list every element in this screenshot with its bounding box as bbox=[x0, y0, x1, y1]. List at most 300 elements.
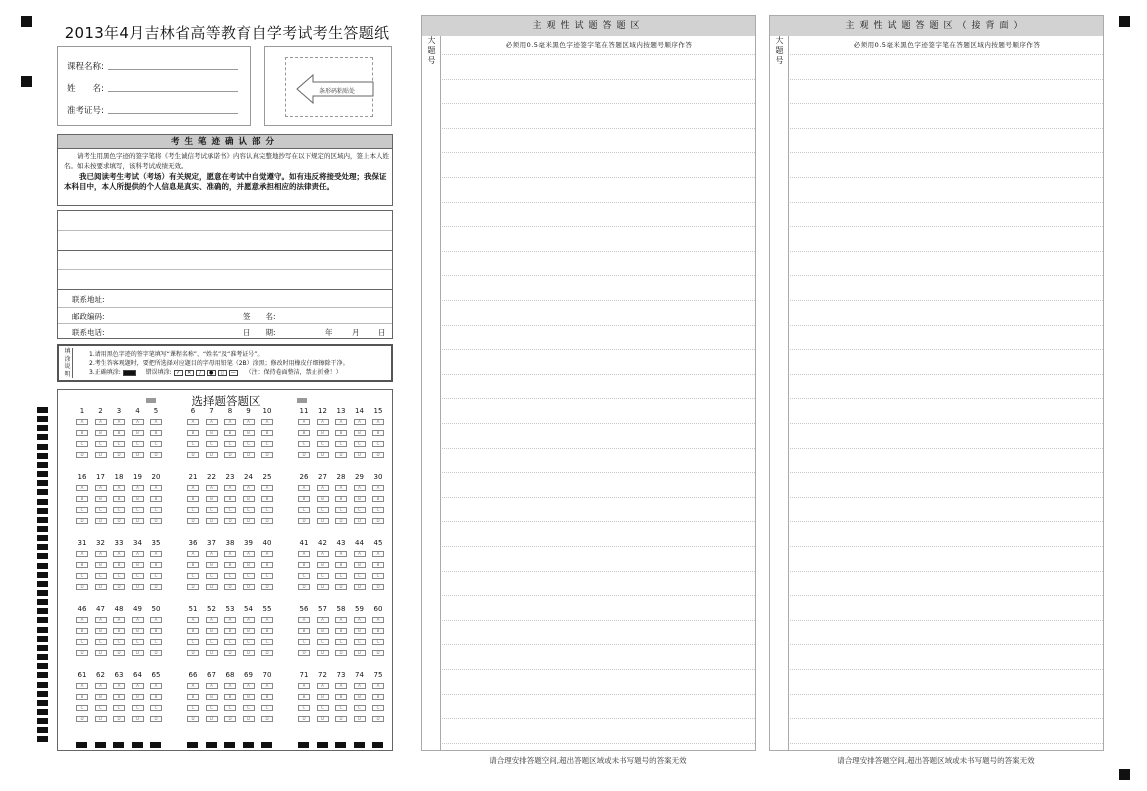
answer-bubble[interactable]: A bbox=[224, 551, 236, 557]
answer-bubble[interactable]: C bbox=[317, 441, 329, 447]
answer-bubble[interactable]: D bbox=[224, 452, 236, 458]
answer-bubble[interactable]: B bbox=[243, 430, 255, 436]
answer-bubble[interactable]: B bbox=[335, 694, 347, 700]
answer-bubble[interactable]: D bbox=[243, 452, 255, 458]
answer-bubble[interactable]: D bbox=[95, 452, 107, 458]
answer-bubble[interactable]: B bbox=[206, 628, 218, 634]
answer-bubble[interactable]: B bbox=[132, 562, 144, 568]
answer-bubble[interactable]: C bbox=[76, 705, 88, 711]
answer-bubble[interactable]: A bbox=[317, 683, 329, 689]
answer-bubble[interactable]: C bbox=[224, 441, 236, 447]
answer-bubble[interactable]: C bbox=[372, 441, 384, 447]
answer-bubble[interactable]: B bbox=[76, 562, 88, 568]
answer-bubble[interactable]: D bbox=[335, 584, 347, 590]
answer-bubble[interactable]: C bbox=[243, 507, 255, 513]
answer-bubble[interactable]: A bbox=[95, 617, 107, 623]
answer-bubble[interactable]: D bbox=[132, 452, 144, 458]
answer-bubble[interactable]: B bbox=[354, 628, 366, 634]
answer-bubble[interactable]: B bbox=[354, 562, 366, 568]
answer-bubble[interactable]: B bbox=[76, 694, 88, 700]
answer-bubble[interactable]: A bbox=[113, 419, 125, 425]
answer-bubble[interactable]: A bbox=[113, 683, 125, 689]
answer-bubble[interactable]: A bbox=[298, 485, 310, 491]
answer-bubble[interactable]: D bbox=[187, 518, 199, 524]
answer-bubble[interactable]: A bbox=[335, 683, 347, 689]
answer-bubble[interactable]: A bbox=[354, 683, 366, 689]
answer-bubble[interactable]: D bbox=[206, 716, 218, 722]
answer-bubble[interactable]: A bbox=[76, 551, 88, 557]
answer-bubble[interactable]: C bbox=[150, 441, 162, 447]
answer-bubble[interactable]: B bbox=[150, 694, 162, 700]
answer-bubble[interactable]: B bbox=[335, 496, 347, 502]
answer-bubble[interactable]: A bbox=[243, 551, 255, 557]
answer-bubble[interactable]: D bbox=[298, 716, 310, 722]
answer-bubble[interactable]: B bbox=[76, 496, 88, 502]
answer-bubble[interactable]: D bbox=[132, 650, 144, 656]
subjective-answer-panel-continued[interactable] bbox=[769, 15, 1104, 751]
answer-bubble[interactable]: C bbox=[372, 507, 384, 513]
answer-bubble[interactable]: D bbox=[76, 716, 88, 722]
answer-bubble[interactable]: D bbox=[76, 650, 88, 656]
answer-bubble[interactable]: D bbox=[187, 584, 199, 590]
answer-bubble[interactable]: A bbox=[372, 419, 384, 425]
answer-bubble[interactable]: D bbox=[76, 518, 88, 524]
answer-bubble[interactable]: A bbox=[298, 617, 310, 623]
answer-bubble[interactable]: D bbox=[261, 452, 273, 458]
answer-bubble[interactable]: C bbox=[206, 573, 218, 579]
answer-bubble[interactable]: A bbox=[95, 419, 107, 425]
answer-bubble[interactable]: A bbox=[95, 683, 107, 689]
answer-bubble[interactable]: D bbox=[372, 650, 384, 656]
answer-bubble[interactable]: D bbox=[317, 716, 329, 722]
answer-bubble[interactable]: D bbox=[150, 452, 162, 458]
answer-bubble[interactable]: B bbox=[132, 430, 144, 436]
answer-bubble[interactable]: A bbox=[224, 485, 236, 491]
answer-bubble[interactable]: B bbox=[132, 694, 144, 700]
answer-bubble[interactable]: A bbox=[243, 485, 255, 491]
answer-bubble[interactable]: C bbox=[95, 507, 107, 513]
answer-bubble[interactable]: A bbox=[113, 617, 125, 623]
answer-bubble[interactable]: D bbox=[261, 716, 273, 722]
answer-bubble[interactable]: B bbox=[76, 628, 88, 634]
answer-bubble[interactable]: A bbox=[76, 617, 88, 623]
answer-bubble[interactable]: A bbox=[354, 419, 366, 425]
answer-bubble[interactable]: B bbox=[113, 496, 125, 502]
answer-bubble[interactable]: A bbox=[372, 551, 384, 557]
answer-bubble[interactable]: D bbox=[76, 452, 88, 458]
answer-bubble[interactable]: C bbox=[243, 705, 255, 711]
answer-bubble[interactable]: D bbox=[354, 716, 366, 722]
answer-bubble[interactable]: B bbox=[372, 694, 384, 700]
answer-bubble[interactable]: A bbox=[298, 551, 310, 557]
answer-bubble[interactable]: A bbox=[372, 485, 384, 491]
answer-bubble[interactable]: B bbox=[243, 694, 255, 700]
answer-bubble[interactable]: D bbox=[335, 650, 347, 656]
answer-bubble[interactable]: D bbox=[317, 650, 329, 656]
answer-bubble[interactable]: B bbox=[76, 430, 88, 436]
answer-bubble[interactable]: C bbox=[113, 573, 125, 579]
answer-bubble[interactable]: C bbox=[132, 639, 144, 645]
answer-bubble[interactable]: B bbox=[298, 694, 310, 700]
answer-bubble[interactable]: A bbox=[354, 551, 366, 557]
answer-bubble[interactable]: C bbox=[206, 507, 218, 513]
answer-bubble[interactable]: D bbox=[224, 518, 236, 524]
answer-bubble[interactable]: A bbox=[335, 617, 347, 623]
answer-bubble[interactable]: B bbox=[187, 694, 199, 700]
answer-bubble[interactable]: D bbox=[317, 518, 329, 524]
answer-bubble[interactable]: B bbox=[261, 430, 273, 436]
answer-bubble[interactable]: C bbox=[224, 507, 236, 513]
answer-bubble[interactable]: A bbox=[261, 683, 273, 689]
answer-bubble[interactable]: D bbox=[372, 518, 384, 524]
answer-bubble[interactable]: B bbox=[243, 562, 255, 568]
answer-bubble[interactable]: B bbox=[243, 496, 255, 502]
answer-bubble[interactable]: D bbox=[298, 518, 310, 524]
answer-bubble[interactable]: C bbox=[132, 441, 144, 447]
answer-bubble[interactable]: D bbox=[187, 452, 199, 458]
answer-bubble[interactable]: C bbox=[372, 639, 384, 645]
answer-bubble[interactable]: D bbox=[206, 452, 218, 458]
answer-bubble[interactable]: A bbox=[261, 485, 273, 491]
answer-bubble[interactable]: A bbox=[243, 683, 255, 689]
answer-bubble[interactable]: B bbox=[354, 496, 366, 502]
answer-bubble[interactable]: D bbox=[150, 716, 162, 722]
name-field[interactable] bbox=[108, 91, 238, 92]
answer-bubble[interactable]: C bbox=[113, 507, 125, 513]
answer-bubble[interactable]: D bbox=[187, 650, 199, 656]
answer-bubble[interactable]: D bbox=[298, 452, 310, 458]
answer-bubble[interactable]: A bbox=[261, 617, 273, 623]
answer-bubble[interactable]: B bbox=[95, 562, 107, 568]
answer-bubble[interactable]: C bbox=[335, 507, 347, 513]
answer-bubble[interactable]: A bbox=[354, 485, 366, 491]
answer-bubble[interactable]: B bbox=[317, 562, 329, 568]
answer-bubble[interactable]: C bbox=[224, 573, 236, 579]
answer-bubble[interactable]: A bbox=[206, 419, 218, 425]
answer-bubble[interactable]: C bbox=[317, 573, 329, 579]
answer-bubble[interactable]: C bbox=[354, 573, 366, 579]
answer-bubble[interactable]: A bbox=[132, 683, 144, 689]
answer-bubble[interactable]: D bbox=[298, 650, 310, 656]
answer-bubble[interactable]: A bbox=[372, 683, 384, 689]
answer-bubble[interactable]: C bbox=[317, 507, 329, 513]
answer-bubble[interactable]: A bbox=[95, 551, 107, 557]
answer-bubble[interactable]: A bbox=[206, 617, 218, 623]
answer-bubble[interactable]: D bbox=[224, 584, 236, 590]
answer-bubble[interactable]: D bbox=[113, 584, 125, 590]
answer-bubble[interactable]: C bbox=[206, 441, 218, 447]
answer-bubble[interactable]: C bbox=[298, 441, 310, 447]
answer-bubble[interactable]: A bbox=[224, 617, 236, 623]
answer-bubble[interactable]: C bbox=[150, 705, 162, 711]
answer-bubble[interactable]: D bbox=[150, 584, 162, 590]
answer-bubble[interactable]: A bbox=[132, 551, 144, 557]
answer-bubble[interactable]: A bbox=[372, 617, 384, 623]
answer-bubble[interactable]: D bbox=[372, 584, 384, 590]
answer-bubble[interactable]: A bbox=[317, 485, 329, 491]
answer-bubble[interactable]: B bbox=[261, 496, 273, 502]
answer-bubble[interactable]: C bbox=[187, 705, 199, 711]
answer-bubble[interactable]: C bbox=[261, 639, 273, 645]
answer-bubble[interactable]: A bbox=[206, 551, 218, 557]
answer-bubble[interactable]: D bbox=[224, 716, 236, 722]
answer-bubble[interactable]: A bbox=[298, 419, 310, 425]
answer-bubble[interactable]: B bbox=[95, 694, 107, 700]
answer-bubble[interactable]: A bbox=[150, 485, 162, 491]
answer-bubble[interactable]: C bbox=[354, 507, 366, 513]
answer-bubble[interactable]: D bbox=[132, 716, 144, 722]
answer-bubble[interactable]: C bbox=[354, 441, 366, 447]
answer-bubble[interactable]: D bbox=[372, 452, 384, 458]
answer-bubble[interactable]: B bbox=[298, 562, 310, 568]
answer-bubble[interactable]: B bbox=[224, 628, 236, 634]
answer-bubble[interactable]: D bbox=[298, 584, 310, 590]
answer-bubble[interactable]: C bbox=[243, 639, 255, 645]
answer-bubble[interactable]: C bbox=[335, 639, 347, 645]
answer-bubble[interactable]: B bbox=[261, 562, 273, 568]
answer-bubble[interactable]: B bbox=[150, 496, 162, 502]
answer-bubble[interactable]: D bbox=[224, 650, 236, 656]
answer-bubble[interactable]: D bbox=[335, 716, 347, 722]
answer-bubble[interactable]: C bbox=[187, 639, 199, 645]
answer-bubble[interactable]: C bbox=[261, 705, 273, 711]
answer-bubble[interactable]: A bbox=[187, 485, 199, 491]
answer-bubble[interactable]: C bbox=[113, 441, 125, 447]
answer-bubble[interactable]: B bbox=[150, 430, 162, 436]
answer-bubble[interactable]: C bbox=[372, 705, 384, 711]
answer-bubble[interactable]: B bbox=[317, 628, 329, 634]
course-name-field[interactable] bbox=[108, 69, 238, 70]
answer-bubble[interactable]: D bbox=[113, 716, 125, 722]
answer-bubble[interactable]: B bbox=[95, 430, 107, 436]
answer-bubble[interactable]: D bbox=[76, 584, 88, 590]
answer-bubble[interactable]: B bbox=[206, 562, 218, 568]
answer-bubble[interactable]: D bbox=[261, 584, 273, 590]
answer-bubble[interactable]: A bbox=[132, 485, 144, 491]
answer-bubble[interactable]: C bbox=[298, 639, 310, 645]
answer-bubble[interactable]: A bbox=[298, 683, 310, 689]
answer-bubble[interactable]: D bbox=[354, 650, 366, 656]
answer-bubble[interactable]: A bbox=[224, 683, 236, 689]
answer-bubble[interactable]: D bbox=[113, 518, 125, 524]
answer-bubble[interactable]: D bbox=[354, 584, 366, 590]
answer-bubble[interactable]: D bbox=[132, 518, 144, 524]
answer-bubble[interactable]: B bbox=[335, 628, 347, 634]
answer-bubble[interactable]: A bbox=[132, 419, 144, 425]
answer-bubble[interactable]: B bbox=[372, 496, 384, 502]
answer-bubble[interactable]: C bbox=[335, 441, 347, 447]
answer-bubble[interactable]: C bbox=[206, 705, 218, 711]
answer-bubble[interactable]: A bbox=[335, 485, 347, 491]
answer-bubble[interactable]: B bbox=[224, 694, 236, 700]
answer-bubble[interactable]: A bbox=[187, 617, 199, 623]
answer-bubble[interactable]: B bbox=[95, 628, 107, 634]
answer-bubble[interactable]: D bbox=[317, 452, 329, 458]
answer-bubble[interactable]: B bbox=[372, 628, 384, 634]
answer-bubble[interactable]: C bbox=[95, 639, 107, 645]
answer-bubble[interactable]: D bbox=[335, 518, 347, 524]
answer-bubble[interactable]: A bbox=[113, 485, 125, 491]
answer-bubble[interactable]: D bbox=[243, 716, 255, 722]
answer-bubble[interactable]: C bbox=[95, 573, 107, 579]
answer-bubble[interactable]: A bbox=[150, 551, 162, 557]
answer-bubble[interactable]: C bbox=[113, 705, 125, 711]
answer-bubble[interactable]: B bbox=[132, 496, 144, 502]
answer-bubble[interactable]: D bbox=[95, 518, 107, 524]
answer-bubble[interactable]: C bbox=[354, 705, 366, 711]
answer-bubble[interactable]: A bbox=[76, 683, 88, 689]
answer-bubble[interactable]: A bbox=[206, 485, 218, 491]
answer-bubble[interactable]: A bbox=[113, 551, 125, 557]
answer-bubble[interactable]: B bbox=[372, 562, 384, 568]
answer-bubble[interactable]: D bbox=[243, 518, 255, 524]
answer-bubble[interactable]: B bbox=[354, 694, 366, 700]
answer-bubble[interactable]: C bbox=[243, 441, 255, 447]
answer-bubble[interactable]: C bbox=[113, 639, 125, 645]
answer-bubble[interactable]: C bbox=[150, 573, 162, 579]
answer-bubble[interactable]: A bbox=[335, 551, 347, 557]
answer-bubble[interactable]: C bbox=[298, 705, 310, 711]
answer-bubble[interactable]: C bbox=[95, 441, 107, 447]
answer-bubble[interactable]: C bbox=[261, 573, 273, 579]
answer-bubble[interactable]: D bbox=[261, 518, 273, 524]
answer-bubble[interactable]: A bbox=[187, 419, 199, 425]
answer-bubble[interactable]: B bbox=[187, 430, 199, 436]
answer-bubble[interactable]: C bbox=[335, 573, 347, 579]
answer-bubble[interactable]: D bbox=[206, 650, 218, 656]
answer-bubble[interactable]: C bbox=[317, 639, 329, 645]
answer-bubble[interactable]: A bbox=[150, 419, 162, 425]
answer-bubble[interactable]: A bbox=[243, 419, 255, 425]
answer-bubble[interactable]: B bbox=[298, 430, 310, 436]
answer-bubble[interactable]: C bbox=[261, 507, 273, 513]
answer-bubble[interactable]: C bbox=[354, 639, 366, 645]
answer-bubble[interactable]: B bbox=[113, 562, 125, 568]
answer-bubble[interactable]: A bbox=[317, 551, 329, 557]
answer-bubble[interactable]: B bbox=[261, 628, 273, 634]
answer-bubble[interactable]: C bbox=[76, 573, 88, 579]
answer-bubble[interactable]: A bbox=[76, 485, 88, 491]
answer-bubble[interactable]: C bbox=[150, 507, 162, 513]
answer-bubble[interactable]: C bbox=[298, 507, 310, 513]
answer-bubble[interactable]: D bbox=[150, 650, 162, 656]
answer-bubble[interactable]: D bbox=[243, 584, 255, 590]
answer-bubble[interactable]: B bbox=[187, 496, 199, 502]
answer-bubble[interactable]: B bbox=[95, 496, 107, 502]
answer-bubble[interactable]: D bbox=[372, 716, 384, 722]
answer-bubble[interactable]: A bbox=[150, 617, 162, 623]
answer-bubble[interactable]: D bbox=[317, 584, 329, 590]
id-number-field[interactable] bbox=[108, 113, 238, 114]
answer-bubble[interactable]: C bbox=[224, 705, 236, 711]
answer-bubble[interactable]: A bbox=[150, 683, 162, 689]
answer-bubble[interactable]: B bbox=[206, 430, 218, 436]
answer-bubble[interactable]: D bbox=[206, 584, 218, 590]
answer-bubble[interactable]: D bbox=[150, 518, 162, 524]
answer-bubble[interactable]: B bbox=[335, 562, 347, 568]
answer-bubble[interactable]: C bbox=[224, 639, 236, 645]
answer-bubble[interactable]: A bbox=[261, 551, 273, 557]
answer-bubble[interactable]: C bbox=[187, 441, 199, 447]
answer-bubble[interactable]: B bbox=[150, 562, 162, 568]
answer-bubble[interactable]: D bbox=[354, 518, 366, 524]
answer-bubble[interactable]: A bbox=[317, 617, 329, 623]
answer-bubble[interactable]: B bbox=[113, 430, 125, 436]
answer-bubble[interactable]: A bbox=[132, 617, 144, 623]
answer-bubble[interactable]: A bbox=[187, 551, 199, 557]
answer-bubble[interactable]: C bbox=[132, 507, 144, 513]
answer-bubble[interactable]: C bbox=[132, 705, 144, 711]
answer-bubble[interactable]: D bbox=[261, 650, 273, 656]
answer-bubble[interactable]: B bbox=[243, 628, 255, 634]
answer-bubble[interactable]: B bbox=[132, 628, 144, 634]
answer-bubble[interactable]: D bbox=[95, 716, 107, 722]
answer-bubble[interactable]: A bbox=[187, 683, 199, 689]
answer-bubble[interactable]: D bbox=[113, 452, 125, 458]
answer-bubble[interactable]: D bbox=[354, 452, 366, 458]
answer-bubble[interactable]: B bbox=[298, 496, 310, 502]
answer-bubble[interactable]: C bbox=[95, 705, 107, 711]
answer-bubble[interactable]: D bbox=[95, 650, 107, 656]
answer-bubble[interactable]: C bbox=[243, 573, 255, 579]
answer-bubble[interactable]: A bbox=[261, 419, 273, 425]
answer-bubble[interactable]: D bbox=[95, 584, 107, 590]
answer-bubble[interactable]: D bbox=[187, 716, 199, 722]
answer-bubble[interactable]: C bbox=[187, 507, 199, 513]
answer-bubble[interactable]: B bbox=[206, 496, 218, 502]
answer-bubble[interactable]: D bbox=[335, 452, 347, 458]
answer-bubble[interactable]: B bbox=[187, 562, 199, 568]
answer-bubble[interactable]: C bbox=[132, 573, 144, 579]
answer-bubble[interactable]: C bbox=[261, 441, 273, 447]
answer-bubble[interactable]: B bbox=[298, 628, 310, 634]
answer-bubble[interactable]: A bbox=[206, 683, 218, 689]
subjective-answer-panel[interactable] bbox=[421, 15, 756, 751]
answer-bubble[interactable]: D bbox=[132, 584, 144, 590]
answer-bubble[interactable]: B bbox=[317, 430, 329, 436]
answer-bubble[interactable]: B bbox=[150, 628, 162, 634]
answer-bubble[interactable]: A bbox=[224, 419, 236, 425]
answer-bubble[interactable]: B bbox=[317, 496, 329, 502]
answer-bubble[interactable]: A bbox=[76, 419, 88, 425]
answer-bubble[interactable]: A bbox=[95, 485, 107, 491]
answer-bubble[interactable]: B bbox=[317, 694, 329, 700]
answer-bubble[interactable]: D bbox=[243, 650, 255, 656]
answer-bubble[interactable]: B bbox=[335, 430, 347, 436]
answer-bubble[interactable]: C bbox=[317, 705, 329, 711]
answer-bubble[interactable]: C bbox=[372, 573, 384, 579]
answer-bubble[interactable]: C bbox=[76, 507, 88, 513]
answer-bubble[interactable]: B bbox=[206, 694, 218, 700]
answer-bubble[interactable]: C bbox=[76, 441, 88, 447]
answer-bubble[interactable]: B bbox=[224, 496, 236, 502]
answer-bubble[interactable]: B bbox=[187, 628, 199, 634]
answer-bubble[interactable]: C bbox=[335, 705, 347, 711]
answer-bubble[interactable]: D bbox=[113, 650, 125, 656]
answer-bubble[interactable]: C bbox=[76, 639, 88, 645]
pledge-writing-area[interactable] bbox=[57, 210, 393, 339]
answer-bubble[interactable]: B bbox=[113, 694, 125, 700]
answer-bubble[interactable]: B bbox=[372, 430, 384, 436]
answer-bubble[interactable]: A bbox=[354, 617, 366, 623]
answer-bubble[interactable]: C bbox=[150, 639, 162, 645]
answer-bubble[interactable]: B bbox=[224, 430, 236, 436]
answer-bubble[interactable]: A bbox=[335, 419, 347, 425]
answer-bubble[interactable]: B bbox=[261, 694, 273, 700]
answer-bubble[interactable]: C bbox=[187, 573, 199, 579]
answer-bubble[interactable]: A bbox=[317, 419, 329, 425]
answer-bubble[interactable]: B bbox=[224, 562, 236, 568]
